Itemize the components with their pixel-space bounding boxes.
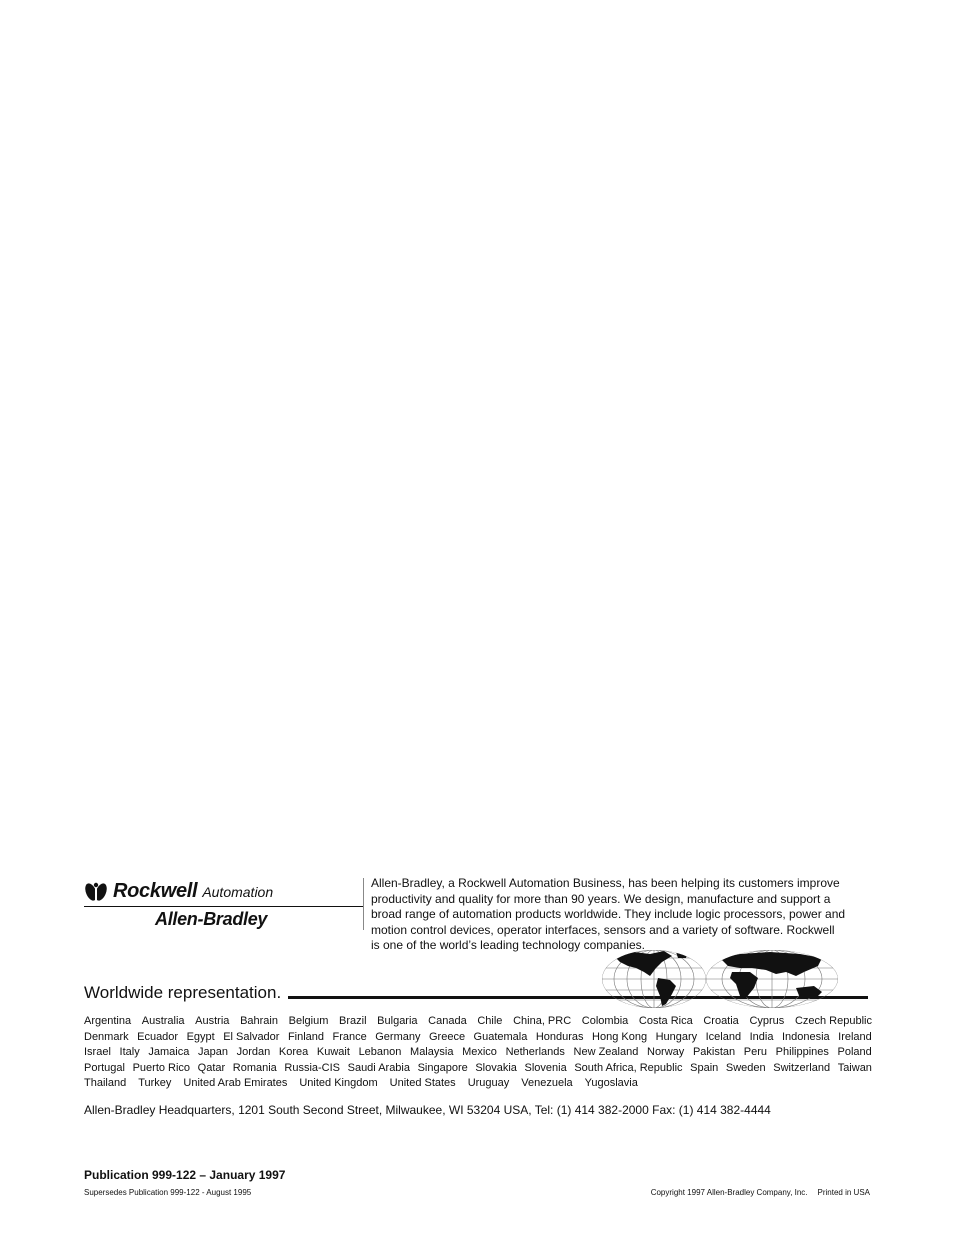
country-name: Russia-CIS: [284, 1061, 341, 1074]
country-name: Mexico: [462, 1046, 497, 1059]
country-name: Peru: [743, 1046, 768, 1059]
country-name: Jamaica: [148, 1046, 190, 1059]
rockwell-wordmark: Rockwell: [113, 880, 198, 902]
country-name: Jordan: [236, 1046, 271, 1059]
country-name: Hong Kong: [592, 1030, 648, 1043]
country-name: Turkey: [138, 1077, 172, 1090]
country-name: New Zealand: [573, 1046, 639, 1059]
country-name: Portugal: [84, 1061, 125, 1074]
country-name: Bulgaria: [377, 1015, 418, 1027]
country-list: [84, 1014, 872, 1092]
country-row: [84, 1076, 872, 1092]
country-name: Czech Republic: [794, 1015, 872, 1027]
country-name: Uruguay: [467, 1077, 510, 1090]
country-name: Guatemala: [473, 1030, 528, 1043]
country-name: Croatia: [703, 1015, 739, 1027]
country-name: Qatar: [197, 1061, 226, 1074]
country-name: Pakistan: [692, 1046, 736, 1059]
country-name: Puerto Rico: [132, 1061, 191, 1074]
country-name: Austria: [195, 1015, 230, 1027]
country-name: Venezuela: [521, 1077, 573, 1090]
country-name: China, PRC: [513, 1015, 572, 1027]
country-name: Japan: [197, 1046, 228, 1059]
country-name: Slovakia: [475, 1061, 517, 1074]
country-name: Indonesia: [781, 1030, 830, 1043]
country-name: United Arab Emirates: [183, 1077, 288, 1090]
country-name: Taiwan: [837, 1061, 872, 1074]
country-name: Argentina: [84, 1015, 132, 1027]
publication-number: Publication 999-122 – January 1997: [84, 1168, 286, 1182]
country-name: South Africa, Republic: [574, 1061, 683, 1074]
country-row: [84, 1014, 872, 1030]
country-name: Germany: [375, 1030, 421, 1043]
country-name: El Salvador: [223, 1030, 280, 1043]
supersedes-note: Supersedes Publication 999-122 - August 1995: [84, 1188, 252, 1197]
allen-bradley-wordmark: Allen-Bradley: [155, 909, 268, 929]
country-name: Malaysia: [410, 1046, 454, 1059]
rockwell-logo-icon: [84, 881, 108, 903]
country-name: Saudi Arabia: [347, 1061, 410, 1074]
country-name: Canada: [428, 1015, 467, 1027]
country-name: Italy: [119, 1046, 140, 1059]
copyright-text: Copyright 1997 Allen-Bradley Company, Inc.: [650, 1188, 808, 1197]
country-name: Finland: [287, 1030, 325, 1043]
brand-block: [84, 878, 364, 936]
country-name: Cyprus: [749, 1015, 785, 1027]
country-row: [84, 1030, 872, 1046]
rockwell-automation-logo: [84, 880, 273, 903]
country-name: Spain: [690, 1061, 719, 1074]
automation-wordmark: Automation: [202, 884, 274, 900]
country-name: Lebanon: [358, 1046, 402, 1059]
country-name: Ireland: [838, 1030, 872, 1043]
company-description: Allen-Bradley, a Rockwell Automation Business, has been helping its customers improve productivity and quality for more than 90 years. We design, manufacture and support a broad range of automation products worldwide. They include logic processors, power and motion control devices, operator interfaces, sensors and a variety of software. Rockwell is one of the world’s leading technology companies.: [371, 876, 846, 953]
country-name: Poland: [837, 1046, 872, 1059]
country-name: Philippines: [775, 1046, 829, 1059]
world-map-globe-icon: [600, 948, 844, 1010]
country-name: Honduras: [535, 1030, 584, 1043]
country-name: Netherlands: [505, 1046, 565, 1059]
copyright-line: [651, 1188, 870, 1197]
country-name: Egypt: [186, 1030, 215, 1043]
country-name: United States: [389, 1077, 456, 1090]
country-name: Kuwait: [316, 1046, 350, 1059]
country-name: Israel: [84, 1046, 111, 1059]
country-name: Singapore: [417, 1061, 468, 1074]
country-row: [84, 1045, 872, 1061]
headquarters-address: Allen-Bradley Headquarters, 1201 South Second Street, Milwaukee, WI 53204 USA, Tel: (1) 414 382-2000 Fax: (1) 414 382-4444: [84, 1103, 771, 1117]
country-name: Iceland: [705, 1030, 742, 1043]
country-name: Colombia: [581, 1015, 629, 1027]
country-name: Hungary: [655, 1030, 698, 1043]
country-name: Chile: [477, 1015, 503, 1027]
country-name: Ecuador: [137, 1030, 179, 1043]
country-name: Brazil: [339, 1015, 367, 1027]
country-row: [84, 1061, 872, 1077]
worldwide-title: Worldwide representation.: [84, 983, 282, 1002]
country-name: Korea: [278, 1046, 309, 1059]
brand-divider: [84, 906, 364, 907]
country-name: Slovenia: [524, 1061, 567, 1074]
vertical-divider: [363, 878, 364, 930]
country-name: Sweden: [725, 1061, 766, 1074]
country-name: Australia: [141, 1015, 185, 1027]
country-name: Belgium: [288, 1015, 329, 1027]
country-name: France: [332, 1030, 367, 1043]
country-name: Bahrain: [240, 1015, 278, 1027]
country-name: Switzerland: [773, 1061, 831, 1074]
country-name: Denmark: [84, 1030, 129, 1043]
country-name: Norway: [647, 1046, 685, 1059]
country-name: Romania: [232, 1061, 277, 1074]
country-name: United Kingdom: [299, 1077, 378, 1090]
country-name: Thailand: [84, 1077, 127, 1090]
country-name: India: [749, 1030, 774, 1043]
country-name: Yugoslavia: [584, 1077, 638, 1090]
country-name: Greece: [428, 1030, 466, 1043]
country-name: Costa Rica: [638, 1015, 693, 1027]
printed-in-text: Printed in USA: [817, 1188, 870, 1197]
